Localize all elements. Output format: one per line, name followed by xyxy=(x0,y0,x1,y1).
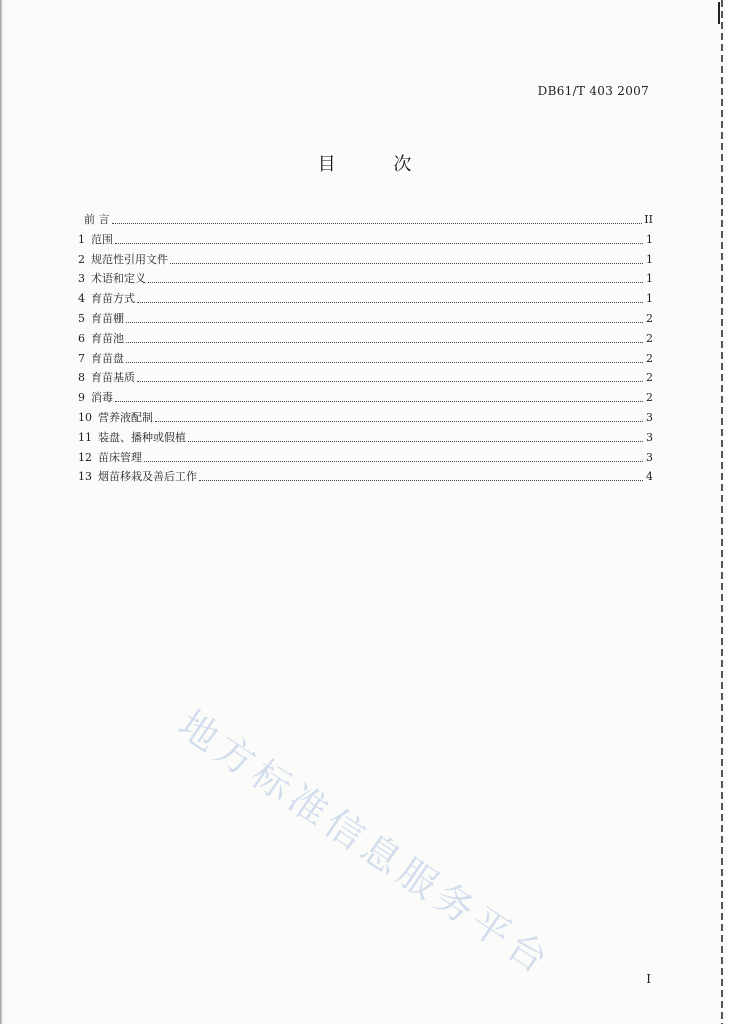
scan-edge-mark xyxy=(718,2,720,24)
toc-entry-label: 育苗基质 xyxy=(91,371,135,385)
toc-entry-5[interactable] xyxy=(78,309,653,329)
toc-leader-dots xyxy=(199,471,643,481)
toc-leader-dots xyxy=(144,452,643,462)
toc-leader-dots xyxy=(112,214,643,224)
toc-entry-number: 1 xyxy=(78,232,85,246)
toc-entry-12[interactable] xyxy=(78,448,653,468)
toc-entry-number: 11 xyxy=(78,430,92,444)
toc-entry-page: 2 xyxy=(646,371,653,385)
toc-entry-page: 2 xyxy=(646,391,653,405)
toc-leader-dots xyxy=(137,372,643,382)
toc-entry-label: 营养液配制 xyxy=(98,410,153,424)
toc-entry-4[interactable] xyxy=(78,289,653,309)
toc-entry-page: 3 xyxy=(646,450,653,464)
toc-entry-number: 2 xyxy=(78,252,85,266)
toc-entry-10[interactable] xyxy=(78,408,653,428)
toc-entry-number: 6 xyxy=(78,331,85,345)
toc-entry-label: 育苗盘 xyxy=(91,351,124,365)
toc-leader-dots xyxy=(170,254,643,264)
toc-entry-number: 5 xyxy=(78,311,85,325)
toc-entry-label: 术语和定义 xyxy=(91,272,146,286)
toc-entry-page: 2 xyxy=(646,311,653,325)
toc-entry-number: 9 xyxy=(78,391,85,405)
toc-entry-11[interactable] xyxy=(78,428,653,448)
toc-entry-label: 育苗棚 xyxy=(91,311,124,325)
toc-entry-8[interactable] xyxy=(78,368,653,388)
toc-entry-foreword[interactable] xyxy=(78,210,653,230)
document-code: DB61/T 403 2007 xyxy=(537,84,649,98)
toc-entry-page: 1 xyxy=(646,232,653,246)
toc-entry-1[interactable] xyxy=(78,230,653,250)
toc-entry-number: 3 xyxy=(78,272,85,286)
toc-entry-label: 前 言 xyxy=(84,213,110,226)
toc-title: 目 次 xyxy=(317,154,438,175)
toc-entry-7[interactable] xyxy=(78,349,653,369)
toc-leader-dots xyxy=(115,234,643,244)
toc-entry-number: 7 xyxy=(78,351,85,365)
toc-entry-number: 13 xyxy=(78,470,92,484)
toc-entry-2[interactable] xyxy=(78,250,653,270)
toc-entry-page: 1 xyxy=(646,252,653,266)
toc-entry-13[interactable] xyxy=(78,467,653,487)
toc-leader-dots xyxy=(188,432,643,442)
toc-entry-label: 范围 xyxy=(91,232,113,246)
toc-leader-dots xyxy=(155,412,643,422)
toc-entry-page: 2 xyxy=(646,331,653,345)
toc-entry-number: 10 xyxy=(78,410,92,424)
table-of-contents xyxy=(78,210,653,487)
toc-leader-dots xyxy=(148,273,643,283)
toc-entry-page: 1 xyxy=(646,272,653,286)
toc-leader-dots xyxy=(126,353,643,363)
watermark: 地方标准信息服务平台 xyxy=(170,702,561,985)
page-number: I xyxy=(646,972,651,986)
toc-leader-dots xyxy=(126,313,643,323)
toc-entry-page: 3 xyxy=(646,410,653,424)
toc-entry-6[interactable] xyxy=(78,329,653,349)
toc-entry-page: 1 xyxy=(646,292,653,306)
toc-entry-label: 育苗方式 xyxy=(91,292,135,306)
toc-leader-dots xyxy=(137,293,643,303)
toc-entry-label: 消毒 xyxy=(91,391,113,405)
toc-entry-page: 2 xyxy=(646,351,653,365)
toc-entry-page: 3 xyxy=(646,430,653,444)
toc-leader-dots xyxy=(126,333,643,343)
toc-entry-number: 4 xyxy=(78,292,85,306)
toc-entry-label: 装盘、播种或假植 xyxy=(98,430,186,444)
toc-entry-label: 育苗池 xyxy=(91,331,124,345)
toc-entry-label: 苗床管理 xyxy=(98,450,142,464)
toc-entry-page: II xyxy=(644,213,653,226)
toc-entry-page: 4 xyxy=(646,470,653,484)
toc-entry-number: 12 xyxy=(78,450,92,464)
toc-leader-dots xyxy=(115,392,643,402)
toc-entry-3[interactable] xyxy=(78,269,653,289)
toc-entry-label: 规范性引用文件 xyxy=(91,252,168,266)
toc-entry-number: 8 xyxy=(78,371,85,385)
toc-entry-label: 烟苗移栽及善后工作 xyxy=(98,470,197,484)
toc-entry-9[interactable] xyxy=(78,388,653,408)
